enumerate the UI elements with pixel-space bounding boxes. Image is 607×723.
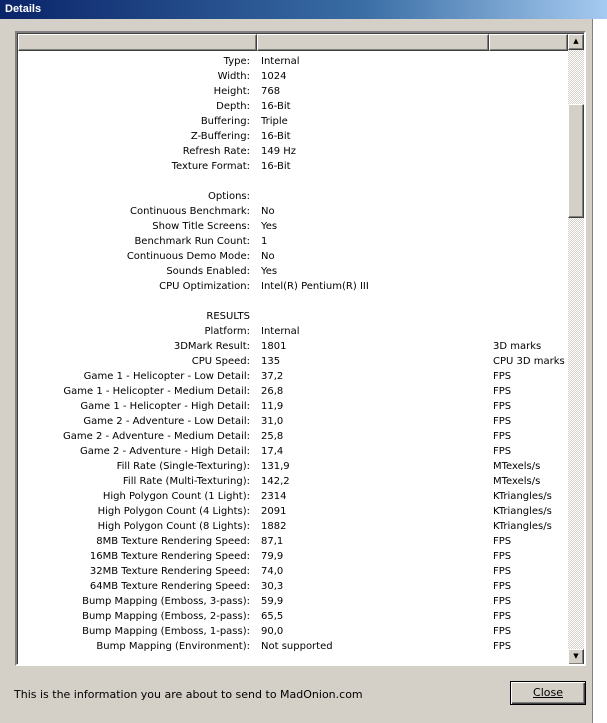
table-row[interactable]	[18, 624, 568, 639]
row-unit: FPS	[493, 551, 512, 562]
column-header-unit[interactable]	[489, 34, 568, 51]
table-row[interactable]	[18, 519, 568, 534]
table-row[interactable]	[18, 234, 568, 249]
row-value: Triple	[261, 116, 288, 127]
column-header-name[interactable]	[18, 34, 257, 51]
row-value: 768	[261, 86, 281, 97]
row-label: CPU Optimization:	[159, 281, 250, 292]
row-value: 16-Bit	[261, 101, 291, 112]
table-row[interactable]	[18, 54, 568, 69]
row-label: Game 2 - Adventure - Low Detail:	[83, 416, 250, 427]
scroll-up-button[interactable]	[568, 34, 584, 50]
row-value: Yes	[261, 266, 278, 277]
row-value: 1801	[261, 341, 287, 352]
row-label: 32MB Texture Rendering Speed:	[89, 566, 250, 577]
table-row[interactable]	[18, 114, 568, 129]
table-row[interactable]	[18, 294, 568, 309]
row-value: 142,2	[261, 476, 290, 487]
table-row[interactable]	[18, 564, 568, 579]
row-label: Buffering:	[200, 116, 250, 127]
table-row[interactable]	[18, 444, 568, 459]
table-row[interactable]	[18, 399, 568, 414]
row-label: Fill Rate (Multi-Texturing):	[122, 476, 250, 487]
scroll-down-button[interactable]	[568, 649, 584, 665]
row-value: 16-Bit	[261, 161, 291, 172]
row-unit: FPS	[493, 401, 512, 412]
row-value: 26,8	[261, 386, 284, 397]
row-value: 11,9	[261, 401, 284, 412]
row-label: High Polygon Count (8 Lights):	[97, 521, 250, 532]
row-value: 1024	[261, 71, 287, 82]
row-unit: CPU 3D marks	[493, 356, 565, 367]
row-label: High Polygon Count (4 Lights):	[97, 506, 250, 517]
row-label: Platform:	[204, 326, 250, 337]
row-unit: FPS	[493, 386, 512, 397]
row-unit: FPS	[493, 431, 512, 442]
triangle-down-icon: ▼	[573, 652, 579, 660]
row-label: Show Title Screens:	[152, 221, 250, 232]
table-row[interactable]	[18, 129, 568, 144]
row-label: 64MB Texture Rendering Speed:	[89, 581, 250, 592]
row-label: Game 1 - Helicopter - High Detail:	[80, 401, 250, 412]
table-row[interactable]	[18, 324, 568, 339]
close-button[interactable]: Close	[510, 681, 586, 705]
row-unit: KTriangles/s	[493, 491, 552, 502]
table-row[interactable]	[18, 264, 568, 279]
row-label: Bump Mapping (Emboss, 2-pass):	[82, 611, 250, 622]
row-value: Not supported	[261, 641, 333, 652]
row-value: 30,3	[261, 581, 284, 592]
row-value: 87,1	[261, 536, 284, 547]
row-label: Continuous Benchmark:	[130, 206, 250, 217]
table-row[interactable]	[18, 594, 568, 609]
row-value: No	[261, 206, 275, 217]
row-label: Bump Mapping (Environment):	[96, 641, 250, 652]
row-label: High Polygon Count (1 Light):	[102, 491, 250, 502]
row-unit: FPS	[493, 566, 512, 577]
row-label: Bump Mapping (Emboss, 3-pass):	[82, 596, 250, 607]
table-row[interactable]	[18, 174, 568, 189]
column-header-value[interactable]	[257, 34, 489, 51]
row-label: 8MB Texture Rendering Speed:	[96, 536, 250, 547]
row-unit: 3D marks	[493, 341, 542, 352]
row-value: Internal	[261, 326, 300, 337]
scroll-thumb[interactable]	[568, 104, 584, 218]
row-label: Type:	[223, 56, 250, 67]
row-unit: FPS	[493, 581, 512, 592]
table-row[interactable]	[18, 84, 568, 99]
row-label: Game 2 - Adventure - High Detail:	[80, 446, 250, 457]
row-value: 74,0	[261, 566, 284, 577]
row-unit: FPS	[493, 536, 512, 547]
row-label: Depth:	[216, 101, 250, 112]
row-label: Height:	[213, 86, 250, 97]
window-title: Details	[0, 0, 607, 19]
row-unit: FPS	[493, 446, 512, 457]
row-unit: FPS	[493, 641, 512, 652]
row-value: 1	[261, 236, 268, 247]
row-unit: KTriangles/s	[493, 506, 552, 517]
window-edge	[592, 19, 607, 723]
table-row[interactable]	[18, 384, 568, 399]
table-row[interactable]	[18, 489, 568, 504]
row-label: RESULTS	[206, 311, 250, 322]
row-value: 25,8	[261, 431, 284, 442]
table-row[interactable]	[18, 354, 568, 369]
table-row[interactable]	[18, 549, 568, 564]
row-label: Refresh Rate:	[182, 146, 250, 157]
row-value: 16-Bit	[261, 131, 291, 142]
table-row[interactable]	[18, 69, 568, 84]
row-label: Benchmark Run Count:	[134, 236, 250, 247]
row-value: 2091	[261, 506, 287, 517]
triangle-up-icon: ▲	[573, 37, 579, 45]
row-value: 149 Hz	[261, 146, 297, 157]
row-value: 65,5	[261, 611, 284, 622]
row-unit: MTexels/s	[493, 461, 541, 472]
vertical-scrollbar[interactable]	[568, 34, 584, 665]
table-row[interactable]	[18, 504, 568, 519]
info-text: This is the information you are about to send to MadOnion.com	[14, 688, 363, 701]
table-row[interactable]	[18, 204, 568, 219]
row-value: 2314	[261, 491, 287, 502]
row-value: 17,4	[261, 446, 284, 457]
row-label: CPU Speed:	[191, 356, 250, 367]
table-row[interactable]	[18, 309, 568, 324]
row-label: Game 1 - Helicopter - Medium Detail:	[63, 386, 250, 397]
row-value: 37,2	[261, 371, 284, 382]
row-unit: FPS	[493, 626, 512, 637]
row-label: Texture Format:	[171, 161, 250, 172]
row-label: Z-Buffering:	[190, 131, 250, 142]
details-list[interactable]	[15, 31, 586, 666]
table-row[interactable]	[18, 279, 568, 294]
table-row[interactable]	[18, 534, 568, 549]
row-label: Fill Rate (Single-Texturing):	[116, 461, 250, 472]
row-value: Intel(R) Pentium(R) III	[261, 281, 369, 292]
list-header	[18, 34, 568, 51]
row-label: Width:	[217, 71, 250, 82]
row-value: 59,9	[261, 596, 284, 607]
row-value: 31,0	[261, 416, 284, 427]
table-row[interactable]	[18, 414, 568, 429]
row-label: Game 2 - Adventure - Medium Detail:	[63, 431, 250, 442]
table-row[interactable]	[18, 219, 568, 234]
row-value: 79,9	[261, 551, 284, 562]
table-row[interactable]	[18, 579, 568, 594]
row-label: Game 1 - Helicopter - Low Detail:	[83, 371, 250, 382]
table-row[interactable]	[18, 369, 568, 384]
row-value: 1882	[261, 521, 287, 532]
row-value: Internal	[261, 56, 300, 67]
table-row[interactable]	[18, 99, 568, 114]
table-row[interactable]	[18, 144, 568, 159]
row-unit: MTexels/s	[493, 476, 541, 487]
table-row[interactable]	[18, 459, 568, 474]
row-value: 135	[261, 356, 281, 367]
row-label: Bump Mapping (Emboss, 1-pass):	[82, 626, 250, 637]
table-row[interactable]	[18, 189, 568, 204]
row-value: No	[261, 251, 275, 262]
row-label: Continuous Demo Mode:	[126, 251, 250, 262]
table-row[interactable]	[18, 429, 568, 444]
row-unit: FPS	[493, 611, 512, 622]
row-unit: FPS	[493, 371, 512, 382]
row-label: Sounds Enabled:	[166, 266, 250, 277]
row-unit: KTriangles/s	[493, 521, 552, 532]
row-label: 3DMark Result:	[173, 341, 250, 352]
table-row[interactable]	[18, 249, 568, 264]
row-value: 131,9	[261, 461, 290, 472]
table-row[interactable]	[18, 639, 568, 654]
table-row[interactable]	[18, 609, 568, 624]
row-unit: FPS	[493, 596, 512, 607]
table-row[interactable]	[18, 159, 568, 174]
table-row[interactable]	[18, 339, 568, 354]
row-label: 16MB Texture Rendering Speed:	[89, 551, 250, 562]
table-row[interactable]	[18, 474, 568, 489]
row-label: Options:	[208, 191, 250, 202]
row-unit: FPS	[493, 416, 512, 427]
row-value: 90,0	[261, 626, 284, 637]
row-value: Yes	[261, 221, 278, 232]
